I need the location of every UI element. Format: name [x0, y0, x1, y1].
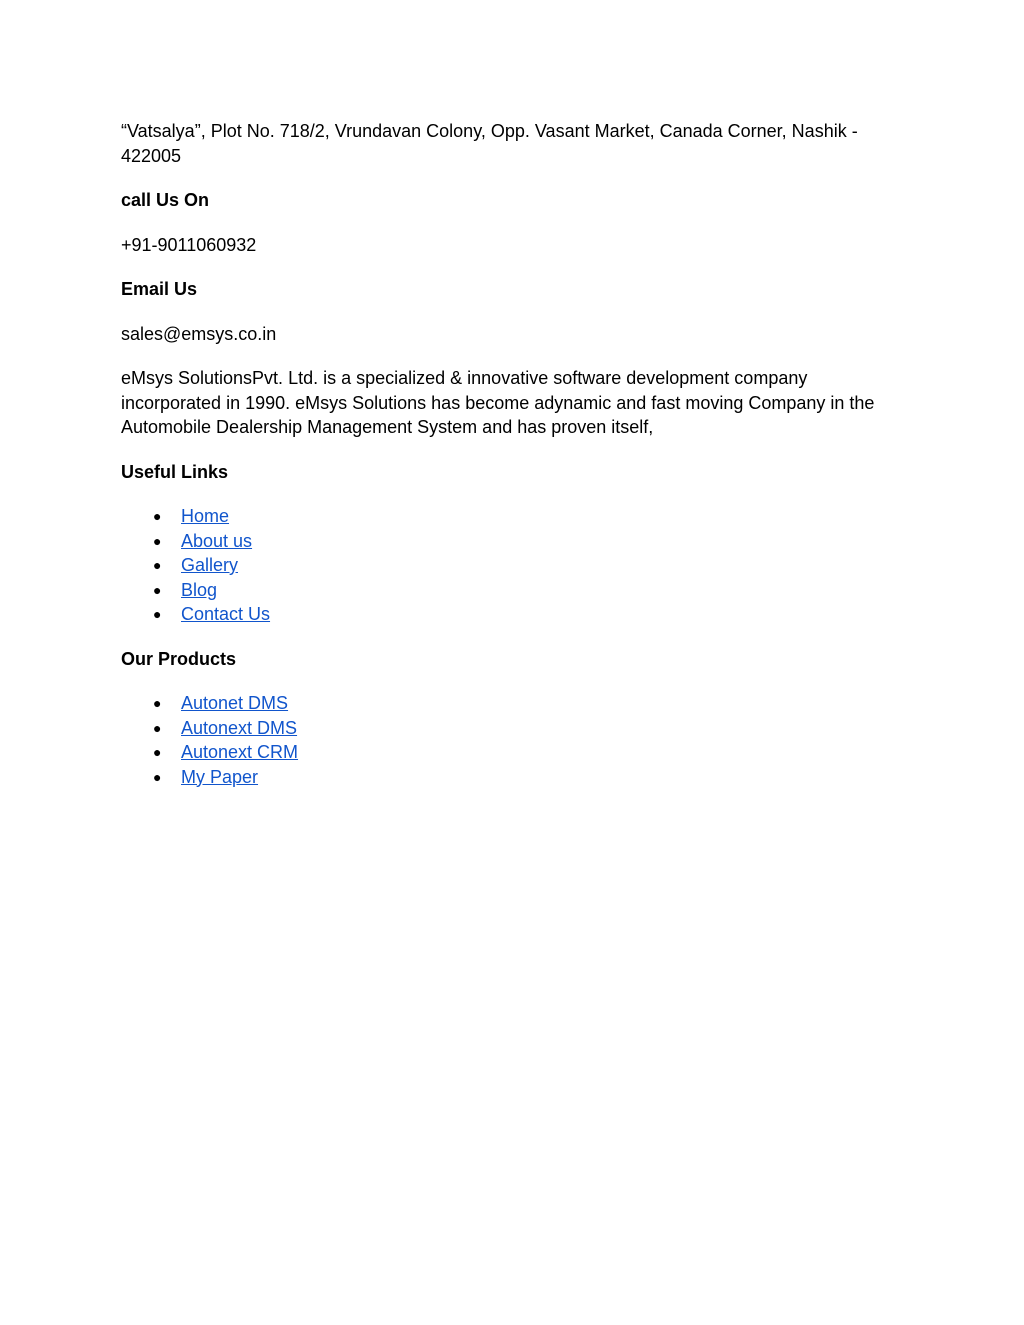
link-autonext-dms[interactable]: Autonext DMS	[181, 717, 298, 738]
list-item	[121, 765, 901, 790]
bullet-icon: ●	[153, 508, 162, 524]
about-paragraph: eMsys SolutionsPvt. Ltd. is a specialized & innovative software development company incorporated in 1990. eMsys Solutions has become adynamic and fast moving Company in the Automobile Dealership Management System and has proven itself,	[121, 368, 875, 437]
our-products-heading: Our Products	[121, 648, 237, 669]
list-item	[121, 740, 901, 765]
document-page	[121, 119, 901, 809]
bullet-icon: ●	[153, 557, 162, 573]
link-contact-us[interactable]: Contact Us	[181, 604, 271, 624]
bullet-icon: ●	[153, 532, 162, 549]
link-my-paper[interactable]: My Paper	[181, 766, 259, 787]
email-address: sales@emsys.co.in	[121, 323, 277, 344]
bullet-icon: ●	[153, 581, 162, 598]
bullet-icon: ●	[153, 695, 162, 711]
list-item	[121, 578, 901, 603]
list-item	[121, 553, 901, 578]
list-item	[121, 691, 901, 716]
list-item	[121, 529, 901, 554]
call-us-heading: call Us On	[121, 190, 210, 210]
link-blog[interactable]: Blog	[181, 579, 218, 600]
list-item	[121, 716, 901, 741]
phone-number: +91-9011060932	[121, 234, 257, 255]
bullet-icon: ●	[153, 744, 162, 760]
address-text: “Vatsalya”, Plot No. 718/2, Vrundavan Colony, Opp. Vasant Market, Canada Corner, Nashik - 422005	[121, 121, 858, 166]
useful-links-list	[121, 504, 901, 627]
useful-links-heading: Useful Links	[121, 461, 229, 482]
link-autonet-dms[interactable]: Autonet DMS	[181, 693, 289, 713]
bullet-icon: ●	[153, 606, 162, 622]
link-gallery[interactable]: Gallery	[181, 555, 239, 575]
link-about-us[interactable]: About us	[181, 530, 253, 551]
products-list	[121, 691, 901, 789]
bullet-icon: ●	[153, 719, 162, 736]
email-us-heading: Email Us	[121, 279, 198, 299]
link-home[interactable]: Home	[181, 506, 230, 526]
list-item	[121, 602, 901, 627]
list-item	[121, 504, 901, 529]
bullet-icon: ●	[153, 768, 162, 785]
link-autonext-crm[interactable]: Autonext CRM	[181, 742, 299, 762]
